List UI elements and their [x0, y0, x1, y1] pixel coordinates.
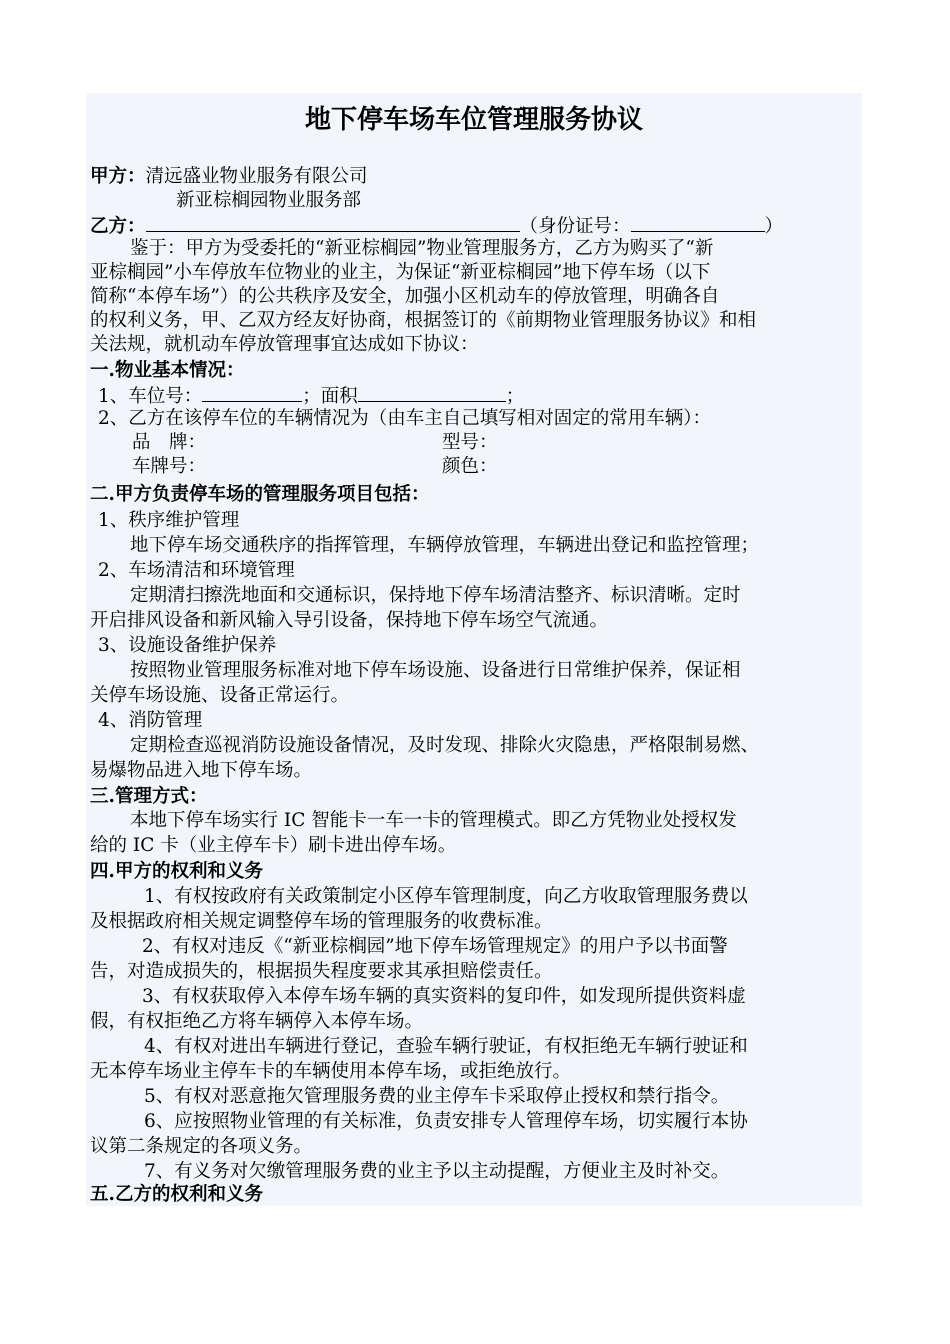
- party-a-name: 清远盛业物业服务有限公司: [145, 166, 368, 187]
- party-a-line: [90, 165, 368, 189]
- service-item-title: 1、秩序维护管理: [98, 510, 240, 531]
- service-item-text: 开启排风设备和新风输入导引设备，保持地下停车场空气流通。: [90, 610, 609, 631]
- brand-label: 品 牌：: [132, 432, 207, 453]
- party-b-line: [90, 213, 783, 239]
- section-3-text: 给的 IC 卡（业主停车卡）刷卡进出停车场。: [90, 835, 457, 856]
- spot-label: 1、车位号：: [98, 386, 203, 407]
- service-item-text: 定期检查巡视消防设施设备情况，及时发现、排除火灾隐患，严格限制易燃、: [130, 735, 760, 756]
- party-b-name-blank[interactable]: [146, 213, 520, 232]
- section-1-heading: 一.物业基本情况：: [90, 360, 245, 381]
- party-a-dept: 新亚棕榈园物业服务部: [176, 190, 362, 211]
- service-item-text: 定期清扫擦洗地面和交通标识，保持地下停车场清洁整齐、标识清晰。定时: [130, 585, 741, 606]
- section-4-text: 议第二条规定的各项义务。: [90, 1136, 313, 1157]
- section-5-heading: 五.乙方的权利和义务: [90, 1184, 263, 1205]
- preamble-line: 鉴于：甲方为受委托的“新亚棕榈园”物业管理服务方，乙方为购买了“新: [130, 238, 714, 259]
- section-4-text: 2、有权对违反《“新亚棕榈园”地下停车场管理规定》的用户予以书面警: [142, 936, 728, 957]
- section-4-text: 3、有权获取停入本停车场车辆的真实资料的复印件，如发现所提供资料虚: [142, 986, 746, 1007]
- area-label: ；面积: [302, 386, 358, 407]
- service-item-text: 地下停车场交通秩序的指挥管理，车辆停放管理，车辆进出登记和监控管理；: [130, 535, 760, 556]
- preamble-line: 亚棕榈园”小车停放车位物业的业主，为保证“新亚棕榈园”地下停车场（以下: [90, 262, 711, 283]
- service-item-text: 按照物业管理服务标准对地下停车场设施、设备进行日常维护保养，保证相: [130, 660, 741, 681]
- preamble-line: 简称“本停车场”）的公共秩序及安全，加强小区机动车的停放管理，明确各自: [90, 286, 720, 307]
- id-open: （身份证号：: [519, 216, 631, 237]
- id-number-blank[interactable]: [631, 213, 765, 232]
- service-item-text: 关停车场设施、设备正常运行。: [90, 685, 350, 706]
- spot-number-blank[interactable]: [202, 383, 302, 402]
- section-4-heading: 四.甲方的权利和义务: [90, 861, 263, 882]
- section-3-heading: 三.管理方式：: [90, 786, 208, 807]
- model-label: 型号：: [442, 432, 498, 453]
- section-4-text: 1、有权按政府有关政策制定小区停车管理制度，向乙方收取管理服务费以: [144, 886, 748, 907]
- section-4-text: 告，对造成损失的，根据损失程度要求其承担赔偿责任。: [90, 961, 553, 982]
- service-item-title: 2、车场清洁和环境管理: [98, 560, 295, 581]
- section-4-text: 6、应按照物业管理的有关标准，负责安排专人管理停车场，切实履行本协: [144, 1111, 748, 1132]
- area-blank[interactable]: [358, 383, 506, 402]
- section-4-text: 无本停车场业主停车卡的车辆使用本停车场，或拒绝放行。: [90, 1061, 572, 1082]
- section-4-text: 及根据政府相关规定调整停车场的管理服务的收费标准。: [90, 911, 553, 932]
- id-close: ）: [764, 216, 784, 237]
- service-item-title: 4、消防管理: [98, 710, 203, 731]
- section-4-text: 7、有义务对欠缴管理服务费的业主予以主动提醒，方便业主及时补交。: [144, 1161, 730, 1182]
- preamble-line: 关法规，就机动车停放管理事宜达成如下协议：: [90, 334, 479, 355]
- party-a-label: 甲方：: [90, 166, 146, 187]
- vehicle-info-line: 2、乙方在该停车位的车辆情况为（由车主自己填写相对固定的常用车辆）：: [98, 408, 712, 429]
- parking-spot-line: [98, 383, 524, 409]
- section-4-text: 4、有权对进出车辆进行登记，查验车辆行驶证，有权拒绝无车辆行驶证和: [144, 1036, 748, 1057]
- document-page: [86, 93, 862, 1206]
- section-3-text: 本地下停车场实行 IC 智能卡一车一卡的管理模式。即乙方凭物业处授权发: [130, 810, 737, 831]
- section-2-heading: 二.甲方负责停车场的管理服务项目包括：: [90, 484, 430, 505]
- party-b-label: 乙方：: [90, 216, 146, 237]
- section-4-text: 假，有权拒绝乙方将车辆停入本停车场。: [90, 1011, 424, 1032]
- service-item-title: 3、设施设备维护保养: [98, 635, 277, 656]
- service-item-text: 易爆物品进入地下停车场。: [90, 760, 313, 781]
- section-4-text: 5、有权对恶意拖欠管理服务费的业主停车卡采取停止授权和禁行指令。: [144, 1086, 730, 1107]
- page-title: 地下停车场车位管理服务协议: [304, 105, 643, 135]
- color-label: 颜色：: [442, 456, 498, 477]
- plate-label: 车牌号：: [132, 456, 207, 477]
- semicolon: ；: [505, 386, 525, 407]
- preamble-line: 的权利义务，甲、乙双方经友好协商，根据签订的《前期物业管理服务协议》和相: [90, 310, 757, 331]
